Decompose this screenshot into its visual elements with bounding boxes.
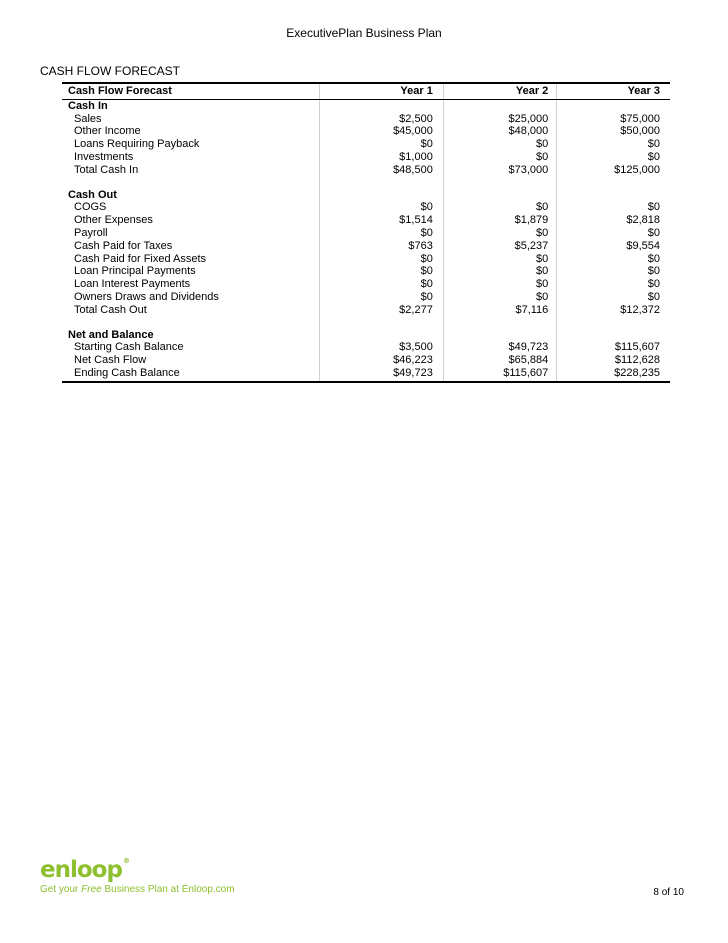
row-label: Total Cash In (62, 164, 319, 177)
cell-year-3: $0 (647, 138, 660, 151)
cell-year-3: $112,628 (614, 354, 660, 367)
cell-year-1: $0 (319, 201, 443, 214)
row-label: Sales (62, 113, 319, 126)
group-title-row (62, 189, 670, 202)
table-row (62, 151, 670, 164)
spacer-cell (443, 177, 556, 189)
table-row (62, 354, 670, 367)
table-row (62, 138, 670, 151)
cell-year-2: $0 (443, 253, 556, 266)
row-label: Other Income (62, 125, 319, 138)
empty-cell (319, 189, 443, 202)
spacer-cell (319, 317, 443, 329)
row-label: Investments (62, 151, 319, 164)
page-total: 10 (672, 887, 684, 898)
cell-year-2: $7,116 (443, 304, 556, 317)
section-title: CASH FLOW FORECAST (40, 64, 181, 78)
row-label: Loan Principal Payments (62, 265, 319, 278)
cell-year-1: $3,500 (319, 341, 443, 354)
cell-year-2: $0 (443, 265, 556, 278)
cell-year-1: $0 (319, 265, 443, 278)
cash-flow-table-body (62, 83, 670, 382)
spacer-cell (557, 317, 670, 329)
cell-year-1: $0 (319, 291, 443, 304)
enloop-logo (40, 857, 129, 883)
cell-year-3: $115,607 (614, 341, 660, 354)
table-row (62, 341, 670, 354)
empty-cell (557, 189, 670, 202)
cell-year-3: $0 (647, 201, 660, 214)
cell-year-1: $0 (319, 227, 443, 240)
cell-year-2: $65,884 (443, 354, 556, 367)
cell-year-1: $0 (319, 253, 443, 266)
cell-year-2: $1,879 (443, 214, 556, 227)
empty-cell (443, 329, 556, 342)
cell-year-3: $228,235 (557, 367, 670, 382)
cell-year-3: $0 (647, 278, 660, 291)
cell-year-1: $49,723 (319, 367, 443, 382)
cell-year-3: $75,000 (620, 112, 660, 125)
group-spacer-row (62, 177, 670, 189)
page-number (653, 887, 684, 898)
table-row (62, 240, 670, 253)
cell-year-2: $48,000 (443, 125, 556, 138)
table-row (62, 278, 670, 291)
group-title: Cash In (62, 99, 319, 112)
logo-text: enloop (40, 857, 122, 883)
cell-year-3: $125,000 (614, 163, 660, 176)
footer-link-prefix: Get your (40, 884, 82, 895)
spacer-cell (443, 317, 556, 329)
table-row (62, 291, 670, 304)
cell-year-2: $5,237 (443, 240, 556, 253)
cell-year-1: $2,500 (319, 113, 443, 126)
cell-year-1: $0 (319, 138, 443, 151)
cell-year-3: $0 (647, 252, 660, 265)
spacer-cell (62, 317, 319, 329)
column-header-label: Cash Flow Forecast (62, 83, 319, 99)
row-label: COGS (62, 201, 319, 214)
group-title-row (62, 99, 670, 112)
table-row (62, 164, 670, 177)
cell-year-2: $0 (443, 201, 556, 214)
table-row (62, 227, 670, 240)
cell-year-2: $0 (443, 151, 556, 164)
spacer-cell (62, 177, 319, 189)
row-label: Loan Interest Payments (62, 278, 319, 291)
row-label: Owners Draws and Dividends (62, 291, 319, 304)
group-title: Net and Balance (62, 329, 319, 342)
cell-year-1: $48,500 (319, 164, 443, 177)
cell-year-1: $2,277 (319, 304, 443, 317)
group-spacer-row (62, 317, 670, 329)
group-title: Cash Out (62, 189, 319, 202)
table-row (62, 125, 670, 138)
empty-cell (319, 329, 443, 342)
cell-year-2: $115,607 (443, 367, 556, 382)
cell-year-1: $1,514 (319, 214, 443, 227)
empty-cell (443, 189, 556, 202)
empty-cell (557, 99, 670, 112)
row-label: Ending Cash Balance (62, 367, 319, 382)
cell-year-3: $2,818 (626, 214, 660, 227)
table-header-row (62, 83, 670, 99)
column-header-year-1: Year 1 (319, 83, 443, 99)
row-label: Total Cash Out (62, 304, 319, 317)
column-header-year-2: Year 2 (443, 83, 556, 99)
cell-year-3: $0 (647, 290, 660, 303)
cell-year-2: $0 (443, 278, 556, 291)
page-header-title: ExecutivePlan Business Plan (286, 26, 442, 40)
page-of: of (661, 887, 671, 898)
cell-year-3: $50,000 (620, 125, 660, 138)
cash-flow-table (62, 82, 670, 383)
row-label: Net Cash Flow (62, 354, 319, 367)
cell-year-1: $46,223 (319, 354, 443, 367)
empty-cell (443, 99, 556, 112)
footer-link-suffix: Business Plan at Enloop.com (101, 884, 235, 895)
cell-year-1: $0 (319, 278, 443, 291)
row-label: Starting Cash Balance (62, 341, 319, 354)
spacer-cell (319, 177, 443, 189)
row-label: Cash Paid for Fixed Assets (62, 253, 319, 266)
cell-year-1: $45,000 (319, 125, 443, 138)
cell-year-2: $25,000 (443, 113, 556, 126)
cell-year-2: $0 (443, 291, 556, 304)
cell-year-3: $0 (647, 150, 660, 163)
empty-cell (557, 329, 670, 342)
column-header-year-3: Year 3 (557, 83, 670, 99)
cell-year-2: $0 (443, 138, 556, 151)
cell-year-1: $763 (319, 240, 443, 253)
footer-link-emphasis: Free (81, 884, 102, 895)
cell-year-2: $49,723 (443, 341, 556, 354)
table-row (62, 265, 670, 278)
group-title-row (62, 329, 670, 342)
cell-year-3: $9,554 (626, 239, 660, 252)
table-row (62, 367, 670, 382)
row-label: Loans Requiring Payback (62, 138, 319, 151)
cell-year-3: $0 (647, 265, 660, 278)
table-row (62, 201, 670, 214)
cell-year-1: $1,000 (319, 151, 443, 164)
row-label: Payroll (62, 227, 319, 240)
cell-year-2: $0 (443, 227, 556, 240)
table-row (62, 113, 670, 126)
table-row (62, 214, 670, 227)
row-label: Cash Paid for Taxes (62, 240, 319, 253)
row-label: Other Expenses (62, 214, 319, 227)
cell-year-2: $73,000 (443, 164, 556, 177)
cell-year-3: $0 (647, 226, 660, 239)
table-row (62, 304, 670, 317)
cell-year-3: $12,372 (620, 303, 660, 316)
footer-promo-link[interactable] (40, 884, 235, 895)
empty-cell (319, 99, 443, 112)
page-current: 8 (653, 887, 659, 898)
table-row (62, 253, 670, 266)
spacer-cell (557, 177, 670, 189)
registered-mark-icon: ® (122, 857, 129, 865)
